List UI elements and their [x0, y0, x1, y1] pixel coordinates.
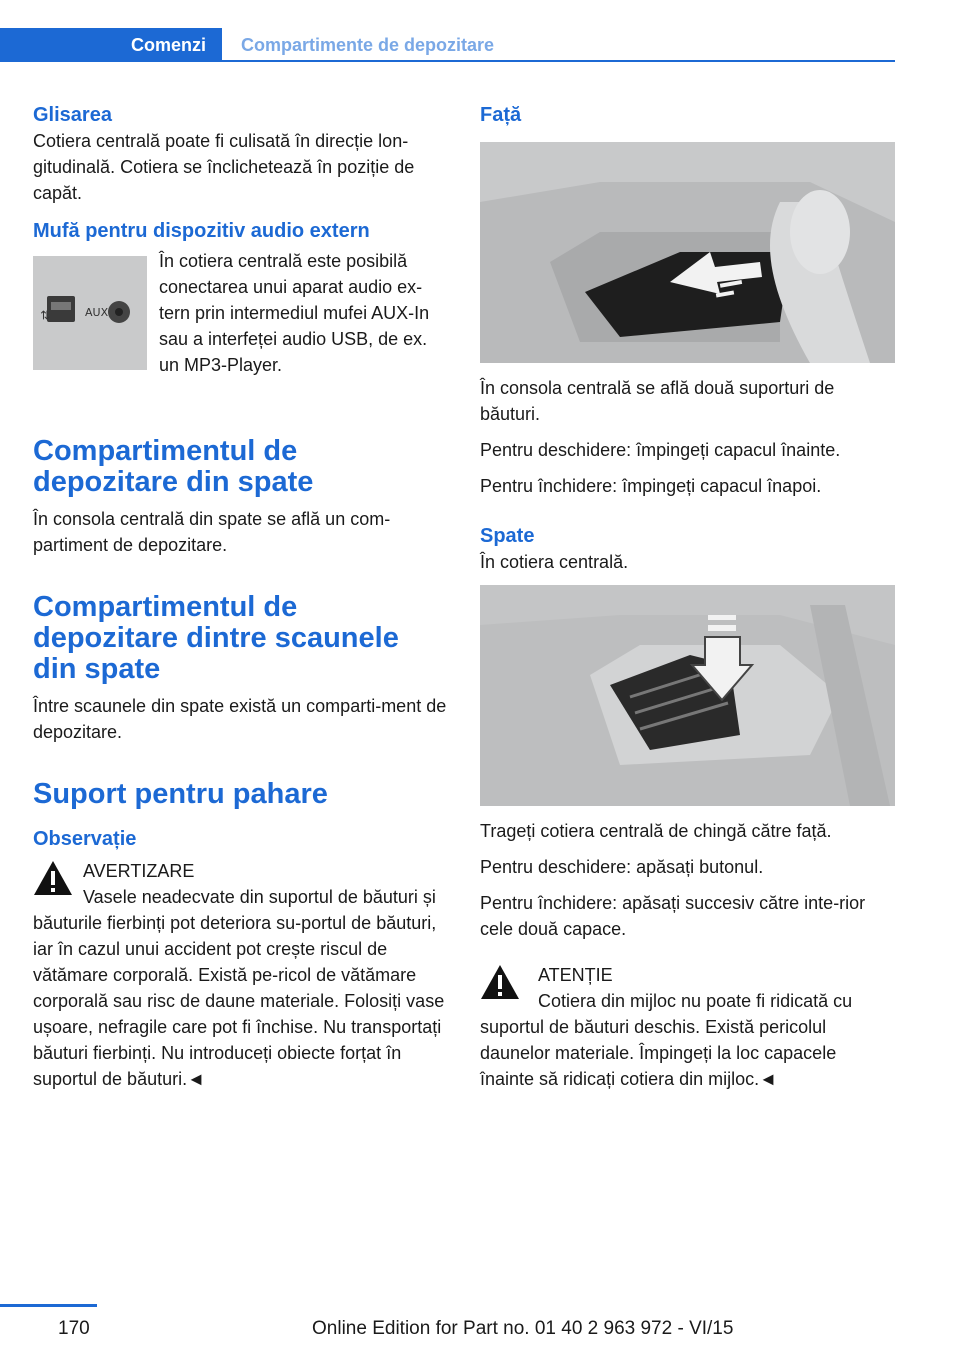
right-column	[480, 100, 895, 1102]
aux-heading: Mufă pentru dispozitiv audio extern	[33, 220, 370, 242]
caution-block	[480, 962, 895, 1092]
front-text-2: Pentru deschidere: împingeți capacul înainte.	[480, 440, 841, 460]
between-seats-text: Între scaunele din spate există un comparti-ment de depozitare.	[33, 696, 447, 742]
front-cupholder-illustration	[480, 142, 895, 363]
aux-text: În cotiera centrală este posibilă conectarea unui aparat audio ex-tern prin intermediul mufei AUX-In sau a interfeței audio USB, de ex. un MP3-Player.	[159, 251, 430, 375]
cupholder-heading: Suport pentru pahare	[33, 778, 328, 810]
warning-block	[33, 858, 448, 1092]
tab-compartimente[interactable]: Compartimente de depozitare	[241, 34, 495, 55]
warning-text: Vasele neadecvate din suportul de băuturi și băuturile fierbinți pot deteriora su-portul de băuturi, iar în cazul unui accident pot crește riscul de vătămare corporală. Există pe-ricol de vătămare corporală sau risc de daune materiale. Folosiți vase ușoare, nefragile care pot fi închise. Nu transportați băuturi fierbinți. Nu introduceți obiecte forțat în suportul de băuturi.◄	[33, 887, 445, 1089]
page-number: 170	[58, 1318, 90, 1339]
glisarea-heading: Glisarea	[33, 104, 112, 126]
rear-armrest-image	[480, 585, 895, 806]
note-heading: Observație	[33, 828, 137, 850]
rear-storage-text: În consola centrală din spate se află un com-partiment de depozitare.	[33, 509, 391, 555]
caution-triangle-icon	[480, 964, 520, 1000]
between-seats-heading: Compartimentul de depozitare dintre scaunele din spate	[33, 591, 399, 685]
warning-triangle-icon	[33, 860, 73, 896]
footer-accent-line	[0, 1304, 97, 1307]
aux-usb-image	[33, 256, 147, 370]
rear-heading: Spate	[480, 525, 535, 547]
glisarea-text: Cotiera centrală poate fi culisată în direcție lon-gitudinală. Cotiera se înclichetează în poziție de capăt.	[33, 131, 415, 203]
rear-text-1: În cotiera centrală.	[480, 552, 629, 572]
front-text-3: Pentru închidere: împingeți capacul înapoi.	[480, 476, 822, 496]
rear-text-2: Trageți cotiera centrală de chingă către față.	[480, 821, 832, 841]
svg-text:⇄: ⇄	[38, 309, 52, 320]
front-text-1: În consola centrală se află două suporturi de băuturi.	[480, 378, 835, 424]
tab-comenzi[interactable]: Comenzi	[0, 28, 222, 62]
front-heading: Față	[480, 104, 522, 126]
edition-info: Online Edition for Part no. 01 40 2 963 972 - VI/15	[312, 1318, 734, 1339]
caution-text: Cotiera din mijloc nu poate fi ridicată cu suportul de băuturi deschis. Există pericolul daunelor materiale. Împingeți la loc capacele înainte să ridicați cotiera din mijloc.◄	[480, 991, 853, 1089]
warning-label: AVERTIZARE	[83, 861, 195, 881]
rear-storage-heading: Compartimentul de depozitare din spate	[33, 435, 314, 498]
left-column	[33, 100, 448, 1102]
front-cupholder-image	[480, 142, 895, 363]
usb-aux-illustration	[33, 256, 147, 370]
rear-armrest-illustration	[480, 585, 895, 806]
header-tabbar	[0, 28, 895, 62]
rear-text-4: Pentru închidere: apăsați succesiv către inte-rior cele două capace.	[480, 893, 866, 939]
aux-label: AUX	[85, 306, 109, 319]
caution-label: ATENȚIE	[538, 965, 613, 985]
rear-text-3: Pentru deschidere: apăsați butonul.	[480, 857, 764, 877]
aux-block	[33, 248, 448, 388]
